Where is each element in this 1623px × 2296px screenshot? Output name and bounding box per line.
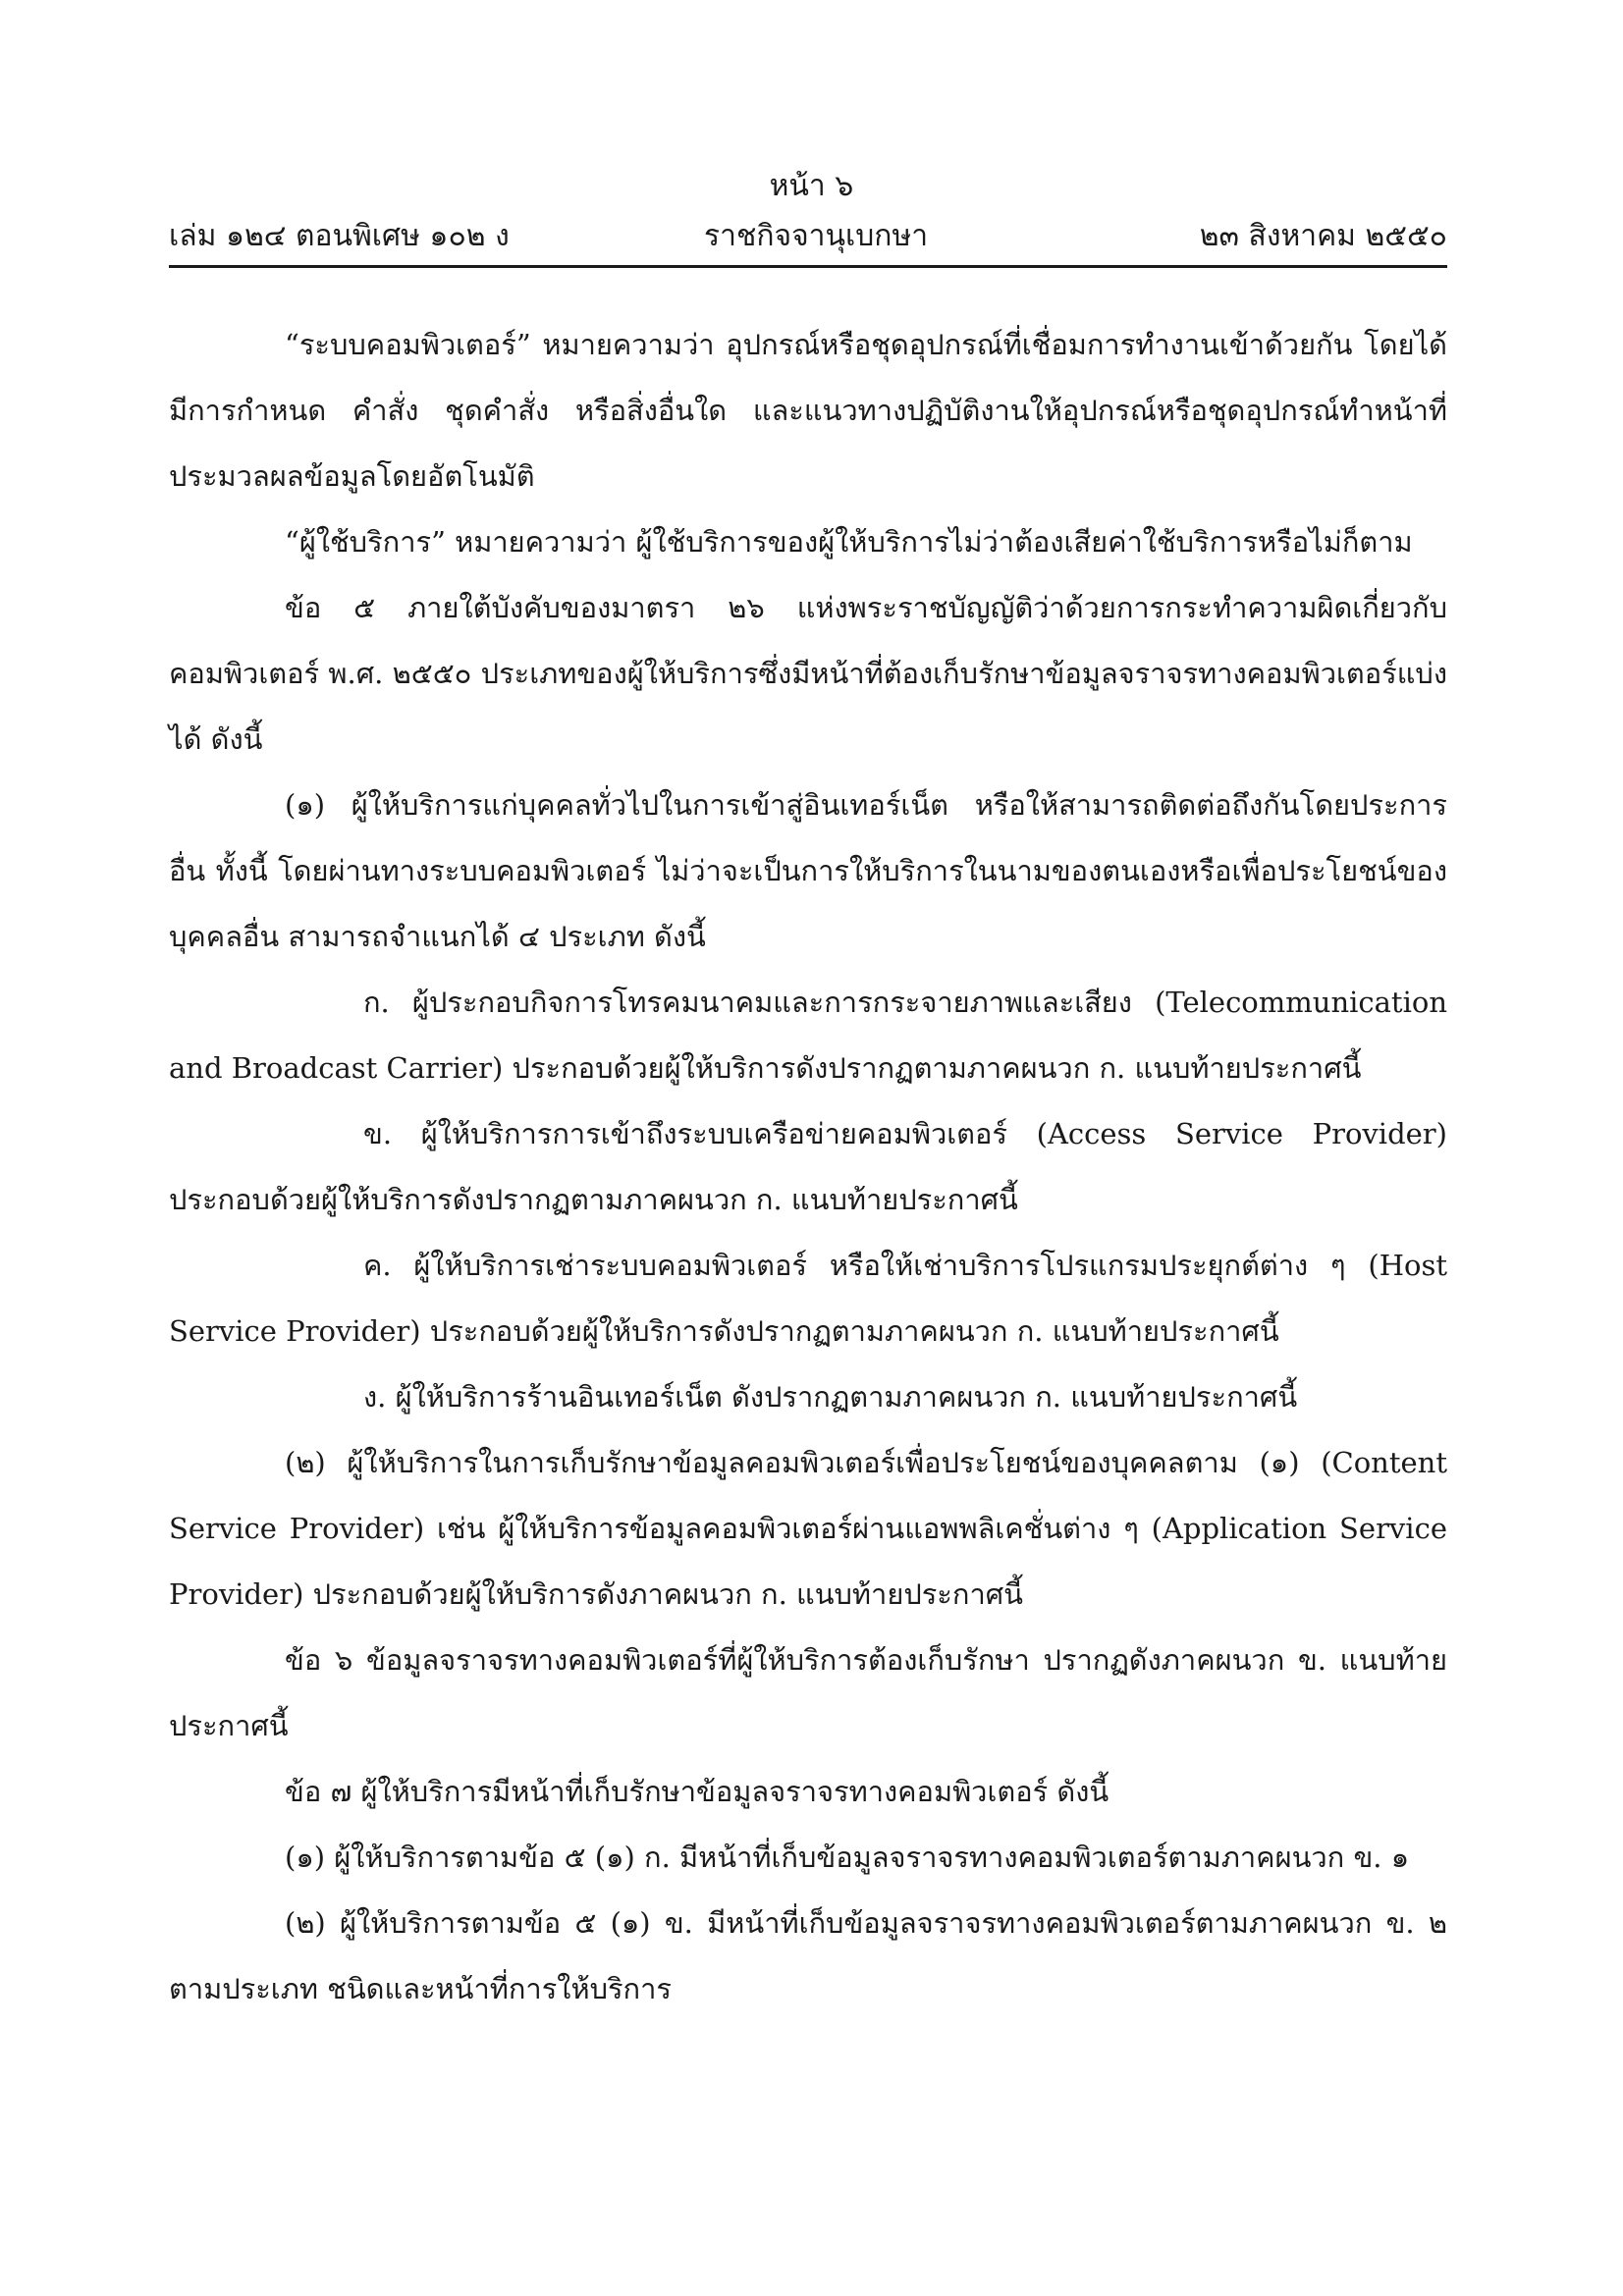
page-number: หน้า ๖ <box>769 169 854 203</box>
clause-5-item-1-d: ง. ผู้ให้บริการร้านอินเทอร์เน็ต ดังปรากฏตามภาคผนวก ก. แนบท้ายประกาศนี้ <box>363 1380 1298 1414</box>
clause-5-item-1-c: ค. ผู้ให้บริการเช่าระบบคอมพิวเตอร์ หรือให้เช่าบริการโปรแกรมประยุกต์ต่าง ๆ (Host Service Provider) ประกอบด้วยผู้ให้บริการดังปรากฏตามภาคผนวก ก. แนบท้ายประกาศนี้ <box>169 1249 1447 1348</box>
clause-5-item-1-a: ก. ผู้ประกอบกิจการโทรคมนาคมและการกระจายภาพและเสียง (Telecommunication and Broadcast Carrier) ประกอบด้วยผู้ให้บริการดังปรากฏตามภาคผนวก ก. แนบท้ายประกาศนี้ <box>169 986 1447 1085</box>
document-body <box>169 312 1447 2022</box>
definition-service-user: “ผู้ใช้บริการ” หมายความว่า ผู้ใช้บริการของผู้ให้บริการไม่ว่าต้องเสียค่าใช้บริการหรือไม่ก็ตาม <box>285 525 1413 559</box>
publication-date: ๒๓ สิงหาคม ๒๕๕๐ <box>1199 219 1447 253</box>
clause-5: ข้อ ๕ ภายใต้บังคับของมาตรา ๒๖ แห่งพระราชบัญญัติว่าด้วยการกระทำความผิดเกี่ยวกับคอมพิวเตอร์ พ.ศ. ๒๕๕๐ ประเภทของผู้ให้บริการซึ่งมีหน้าที่ต้องเก็บรักษาข้อมูลจราจรทางคอมพิวเตอร์แบ่งได้ ดังนี้ <box>169 591 1447 756</box>
clause-5-item-1: (๑) ผู้ให้บริการแก่บุคคลทั่วไปในการเข้าสู่อินเทอร์เน็ต หรือให้สามารถติดต่อถึงกันโดยประการอื่น ทั้งนี้ โดยผ่านทางระบบคอมพิวเตอร์ ไม่ว่าจะเป็นการให้บริการในนามของตนเองหรือเพื่อประโยชน์ของบุคคลอื่น สามารถจำแนกได้ ๔ ประเภท ดังนี้ <box>169 788 1447 953</box>
definition-computer-system: “ระบบคอมพิวเตอร์” หมายความว่า อุปกรณ์หรือชุดอุปกรณ์ที่เชื่อมการทำงานเข้าด้วยกัน โดยได้มีการกำหนด คำสั่ง ชุดคำสั่ง หรือสิ่งอื่นใด และแนวทางปฏิบัติงานให้อุปกรณ์หรือชุดอุปกรณ์ทำหน้าที่ประมวลผลข้อมูลโดยอัตโนมัติ <box>169 328 1447 493</box>
clause-5-item-2: (๒) ผู้ให้บริการในการเก็บรักษาข้อมูลคอมพิวเตอร์เพื่อประโยชน์ของบุคคลตาม (๑) (Content Service Provider) เช่น ผู้ให้บริการข้อมูลคอมพิวเตอร์ผ่านแอพพลิเคชั่นต่าง ๆ (Application Service Provider) ประกอบด้วยผู้ให้บริการดังภาคผนวก ก. แนบท้ายประกาศนี้ <box>169 1446 1447 1611</box>
clause-5-item-1-b: ข. ผู้ให้บริการการเข้าถึงระบบเครือข่ายคอมพิวเตอร์ (Access Service Provider) ประกอบด้วยผู้ให้บริการดังปรากฏตามภาคผนวก ก. แนบท้ายประกาศนี้ <box>169 1117 1447 1216</box>
header-divider <box>169 265 1447 268</box>
clause-7-item-2: (๒) ผู้ให้บริการตามข้อ ๕ (๑) ข. มีหน้าที่เก็บข้อมูลจราจรทางคอมพิวเตอร์ตามภาคผนวก ข. ๒ ตามประเภท ชนิดและหน้าที่การให้บริการ <box>169 1906 1447 2005</box>
volume-issue: เล่ม ๑๒๔ ตอนพิเศษ ๑๐๒ ง <box>169 219 510 253</box>
gazette-title: ราชกิจจานุเบกษา <box>704 219 929 253</box>
running-header <box>169 216 1447 257</box>
clause-7: ข้อ ๗ ผู้ให้บริการมีหน้าที่เก็บรักษาข้อมูลจราจรทางคอมพิวเตอร์ ดังนี้ <box>285 1775 1109 1808</box>
clause-7-item-1: (๑) ผู้ให้บริการตามข้อ ๕ (๑) ก. มีหน้าที่เก็บข้อมูลจราจรทางคอมพิวเตอร์ตามภาคผนวก ข. ๑ <box>285 1841 1410 1874</box>
clause-6: ข้อ ๖ ข้อมูลจราจรทางคอมพิวเตอร์ที่ผู้ให้บริการต้องเก็บรักษา ปรากฏดังภาคผนวก ข. แนบท้ายประกาศนี้ <box>169 1643 1447 1742</box>
